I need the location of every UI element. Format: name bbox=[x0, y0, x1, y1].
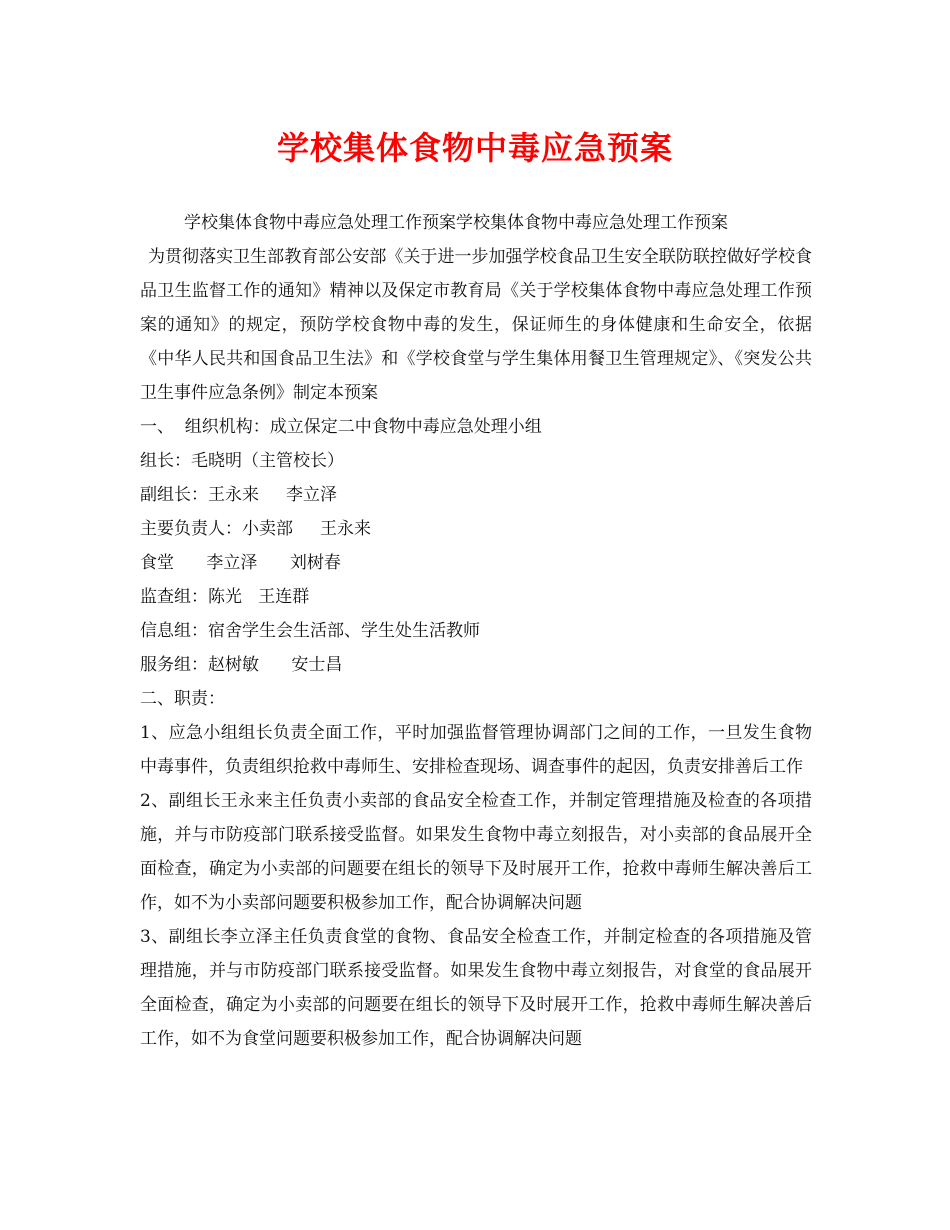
duty-paragraph-3: 3、副组长李立泽主任负责食堂的食物、食品安全检查工作，并制定检查的各项措施及管理措施，并与市防疫部门联系接受监督。如果发生食物中毒立刻报告，对食堂的食品展开全面检查，确定为小卖部的问题要在组长的领导下及时展开工作，抢救中毒师生解决善后工作，如不为食堂问题要积极参加工作，配合协调解决问题 bbox=[140, 927, 812, 1049]
service-group-line: 服务组：赵树敏 安士昌 bbox=[140, 655, 343, 675]
duty-paragraph-2: 2、副组长王永来主任负责小卖部的食品安全检查工作，并制定管理措施及检查的各项措施，并与市防疫部门联系接受监督。如果发生食物中毒立刻报告，对小卖部的食品展开全面检查，确定为小卖部的问题要在组长的领导下及时展开工作，抢救中毒师生解决善后工作，如不为小卖部问题要积极参加工作，配合协调解决问题 bbox=[140, 791, 812, 913]
canteen-line: 食堂 李立泽 刘树春 bbox=[140, 553, 341, 573]
section-organization-heading: 一、 组织机构：成立保定二中食物中毒应急处理小组 bbox=[140, 417, 542, 437]
document-body bbox=[140, 206, 812, 1056]
main-responsible-line: 主要负责人：小卖部 王永来 bbox=[140, 519, 372, 539]
duty-paragraph-1: 1、应急小组组长负责全面工作，平时加强监督管理协调部门之间的工作，一旦发生食物中毒事件，负责组织抢救中毒师生、安排检查现场、调查事件的起因，负责安排善后工作 bbox=[140, 723, 812, 777]
information-group-line: 信息组：宿舍学生会生活部、学生处生活教师 bbox=[140, 621, 480, 641]
intro-paragraph: 为贯彻落实卫生部教育部公安部《关于进一步加强学校食品卫生安全联防联控做好学校食品卫生监督工作的通知》精神以及保定市教育局《关于学校集体食物中毒应急处理工作预案的通知》的规定，预防学校食物中毒的发生，保证师生的身体健康和生命安全，依据《中华人民共和国食品卫生法》和《学校食堂与学生集体用餐卫生管理规定》、《突发公共卫生事件应急条例》制定本预案 bbox=[140, 247, 812, 403]
section-duties-heading: 二、职责： bbox=[140, 689, 225, 709]
leader-line: 组长：毛晓明（主管校长） bbox=[140, 451, 344, 471]
document-title: 学校集体食物中毒应急预案 bbox=[276, 129, 673, 167]
vice-leader-line: 副组长：王永来 李立泽 bbox=[140, 485, 338, 505]
document-subtitle: 学校集体食物中毒应急处理工作预案学校集体食物中毒应急处理工作预案 bbox=[184, 213, 728, 233]
supervision-group-line: 监查组：陈光 王连群 bbox=[140, 587, 310, 607]
